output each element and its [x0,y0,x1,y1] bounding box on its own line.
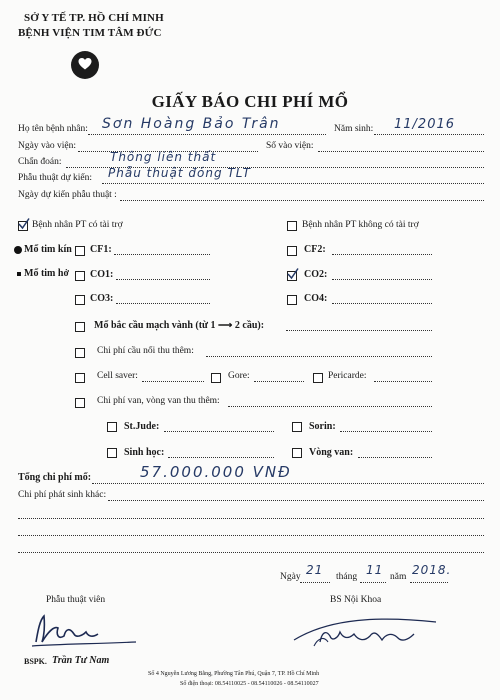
st-jude-checkbox[interactable] [107,422,117,432]
open-heart-bullet [17,272,21,276]
ring-checkbox[interactable] [292,448,302,458]
gore-label: Gore: [228,371,250,381]
not-sponsored-checkbox[interactable] [287,221,297,231]
co4-label: CO4: [304,293,328,304]
surgeon-name-prefix: BSPK. [24,657,47,666]
month-label: tháng [336,572,358,582]
valve-cost-label: Chi phí van, vòng van thu thêm: [97,396,220,406]
cell-saver-label: Cell saver: [97,371,138,381]
birth-year-label: Năm sinh: [334,124,374,134]
pericarde-checkbox[interactable] [313,373,323,383]
diagnosis-value: Thông liên thất [110,150,217,164]
sorin-label: Sorin: [309,421,336,432]
co4-checkbox[interactable] [287,295,297,305]
surgeon-signature [30,606,140,648]
pericarde-label: Pericarde: [328,371,367,381]
closed-heart-bullet [14,246,22,254]
planned-surgery-value: Phẫu thuật đóng TLT [108,166,251,180]
birth-year-value: 11/2016 [394,117,456,132]
cabg-label: Mổ bắc cầu mạch vành (từ 1 ⟶ 2 cầu): [94,320,265,331]
planned-surgery-label: Phẫu thuật dự kiến: [18,173,93,183]
patient-name-label: Họ tên bệnh nhân: [18,124,88,134]
day-label: Ngày [280,572,301,582]
extra-cost-label: Chi phí phát sinh khác: [18,490,107,500]
hospital-logo [71,51,99,79]
sponsored-checkbox[interactable] [18,221,28,231]
internal-medicine-signature [290,612,440,650]
st-jude-label: St.Jude: [124,421,160,432]
co2-checkbox[interactable] [287,271,297,281]
ring-label: Vòng van: [309,447,354,458]
cabg-checkbox[interactable] [75,322,85,332]
cf2-checkbox[interactable] [287,246,297,256]
diagnosis-label: Chẩn đoán: [18,157,62,167]
co1-label: CO1: [90,269,114,280]
department-name: SỞ Y TẾ TP. HỒ CHÍ MINH [24,12,164,24]
admission-number-label: Số vào viện: [266,141,314,151]
day-value: 21 [306,563,324,577]
form-title: GIẤY BÁO CHI PHÍ MỔ [151,92,349,111]
planned-date-label: Ngày dự kiến phẫu thuật : [18,190,117,200]
hospital-name: BỆNH VIỆN TIM TÂM ĐỨC [18,27,162,39]
co1-checkbox[interactable] [75,271,85,281]
year-label: năm [390,572,407,582]
patient-name-value: Sơn Hoàng Bảo Trân [102,116,281,132]
bypass-cost-label: Chi phí cầu nối thu thêm: [97,346,194,356]
cell-saver-checkbox[interactable] [75,373,85,383]
check-icon [18,218,30,230]
month-value: 11 [366,563,384,577]
bio-valve-label: Sinh học: [124,447,165,458]
valve-cost-checkbox[interactable] [75,398,85,408]
footer-phone: Số điện thoại: 08.54110025 - 08.54110026 - 08.54110027 [180,681,319,687]
cf1-checkbox[interactable] [75,246,85,256]
surgeon-name: Trần Tư Nam [52,655,110,666]
total-cost-value: 57.000.000 VNĐ [140,463,292,481]
footer-address: Số 4 Nguyễn Lương Bằng, Phường Tân Phú, Quận 7, TP. Hồ Chí Minh [148,671,320,677]
bypass-cost-checkbox[interactable] [75,348,85,358]
heart-icon [78,57,92,71]
co2-label: CO2: [304,269,328,280]
open-heart-label: Mổ tim hở [24,268,69,279]
co3-checkbox[interactable] [75,295,85,305]
not-sponsored-label: Bệnh nhân PT không có tài trợ [302,220,419,230]
total-cost-label: Tổng chi phí mổ: [18,472,92,483]
year-value: 2018. [412,563,452,577]
co3-label: CO3: [90,293,114,304]
gore-checkbox[interactable] [211,373,221,383]
cf1-label: CF1: [90,244,112,255]
sorin-checkbox[interactable] [292,422,302,432]
admission-date-label: Ngày vào viện: [18,141,77,151]
check-icon [287,268,299,280]
sponsored-label: Bệnh nhân PT có tài trợ [32,220,123,230]
cf2-label: CF2: [304,244,326,255]
internal-medicine-title: BS Nội Khoa [330,595,382,605]
surgeon-title: Phẫu thuật viên [46,595,106,605]
closed-heart-label: Mổ tim kín [24,244,72,255]
bio-valve-checkbox[interactable] [107,448,117,458]
